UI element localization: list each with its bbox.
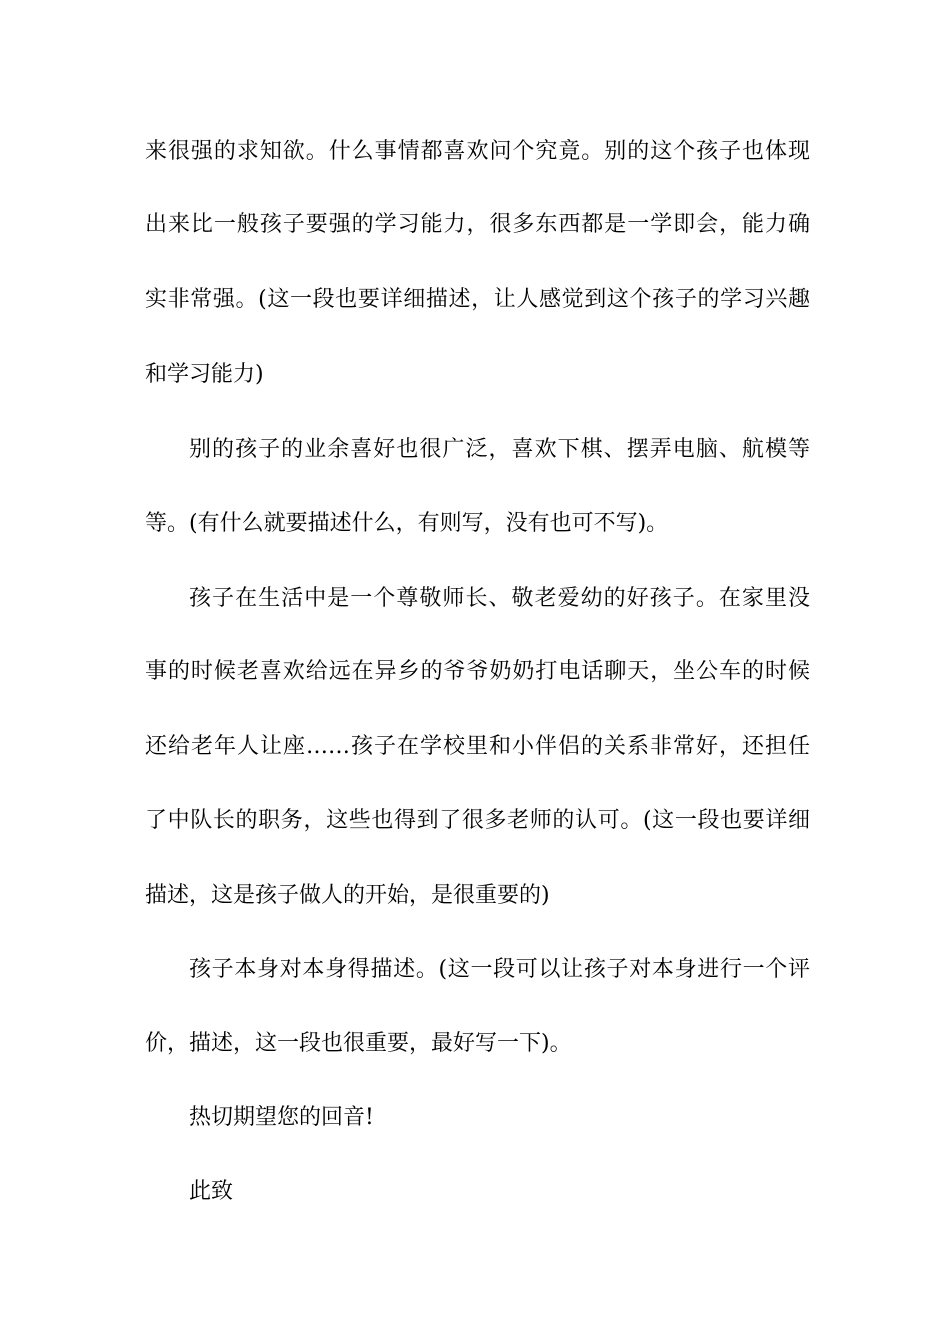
text-line-1: 来很强的求知欲。什么事情都喜欢问个究竟。别的这个孩子也体现 [145,139,810,164]
text-line-13: 价，描述，这一段也很重要，最好写一下)。 [145,1031,572,1056]
text-line-5: 别的孩子的业余喜好也很广泛，喜欢下棋、摆弄电脑、航模等 [189,437,810,462]
text-line-12: 孩子本身对本身得描述。(这一段可以让孩子对本身进行一个评 [189,957,810,982]
text-line-8: 事的时候老喜欢给远在异乡的爷爷奶奶打电话聊天，坐公车的时候 [145,659,810,684]
text-line-10: 了中队长的职务，这些也得到了很多老师的认可。(这一段也要详细 [145,808,810,833]
text-line-3: 实非常强。(这一段也要详细描述，让人感觉到这个孩子的学习兴趣 [145,287,810,312]
text-line-4: 和学习能力) [145,362,264,387]
text-line-11: 描述，这是孩子做人的开始，是很重要的) [145,883,550,908]
text-line-14: 热切期望您的回音! [189,1105,374,1130]
text-line-2: 出来比一般孩子要强的学习能力，很多东西都是一学即会，能力确 [145,212,810,237]
text-line-7: 孩子在生活中是一个尊敬师长、敬老爱幼的好孩子。在家里没 [189,586,810,611]
text-line-6: 等。(有什么就要描述什么，有则写，没有也可不写)。 [145,511,669,536]
text-line-9: 还给老年人让座……孩子在学校里和小伴侣的关系非常好，还担任 [145,734,810,759]
text-line-15: 此致 [189,1179,234,1204]
